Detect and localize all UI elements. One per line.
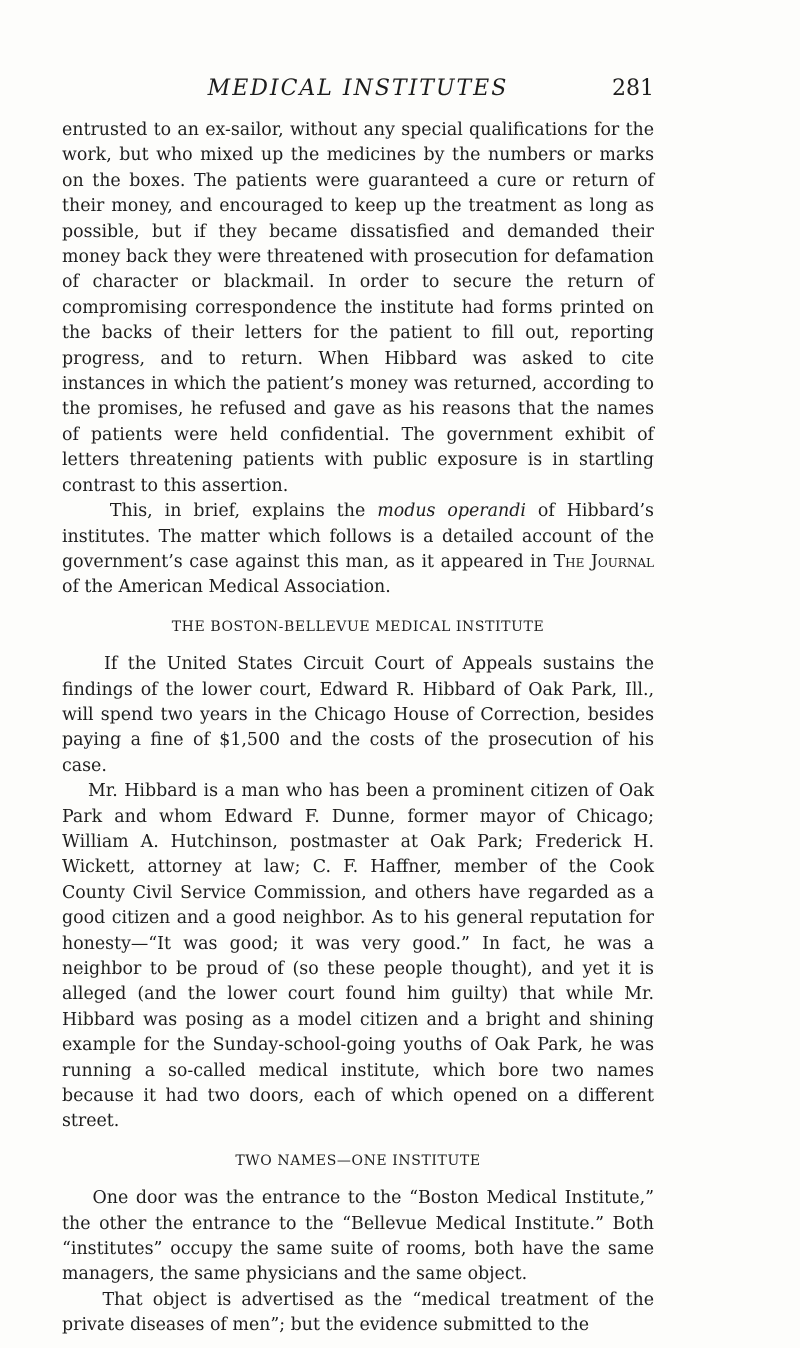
paragraph-2 xyxy=(62,499,654,601)
page-number: 281 xyxy=(612,76,654,101)
modus-operandi-italic: modus operandi xyxy=(377,501,526,522)
paragraph-4 xyxy=(62,779,654,1135)
page-header xyxy=(62,72,654,108)
journal-name: The Journal xyxy=(553,551,654,572)
paragraph-1: entrusted to an ex-sailor, without any special qualifications for the work, but who mixed up the medicines by the numbers or marks on the boxes. The patients were guaranteed a cure or return of their money, and encouraged to keep up the treatment as long as possible, but if they became dissatisfied and demanded their money back they were threatened with prosecution for defamation of character or blackmail. In order to secure the return of compromising correspondence the institute had forms printed on the backs of their letters for the patient to fill out, reporting progress, and to return. When Hibbard was asked to cite instances in which the patient’s money was returned, according to the promises, he refused and gave as his reasons that the names of patients were held confidential. The government exhibit of letters threatening patients with public exposure is in startling contrast to this assertion. xyxy=(62,120,654,496)
paragraph-2-middle: of Hibbard’s institutes. The matter which follows is a detailed account of the government’s case against this man, as it appeared in xyxy=(62,501,654,572)
paragraph-6-text: That object is advertised as the “medical treatment of the private diseases of men”; but the evidence submitted to the xyxy=(62,1289,654,1336)
paragraph-3 xyxy=(62,652,654,779)
paragraph-3-text: If the United States Circuit Court of Appeals sustains the findings of the lower court, Edward R. Hibbard of Oak Park, Ill., will spend two years in the Chicago House of Correction, besides paying a fine of $1,500 and the costs of the prosecution of his case. xyxy=(62,654,654,776)
paragraph-5 xyxy=(62,1186,654,1288)
paragraph-2-end: of the American Medical Association. xyxy=(62,577,391,598)
section-heading-two-names: TWO NAMES—ONE INSTITUTE xyxy=(235,1152,481,1169)
paragraph-5-text: One door was the entrance to the “Boston Medical Institute,” the other the entrance to the “Bellevue Medical Institute.” Both “institutes” occupy the same suite of rooms, both have the same managers, the same physicians and the same object. xyxy=(62,1188,654,1285)
paragraph-6 xyxy=(62,1288,654,1339)
paragraph-2-start: This, in brief, explains the xyxy=(109,501,378,522)
running-head: MEDICAL INSTITUTES xyxy=(207,76,509,101)
paragraph-4-text: Mr. Hibbard is a man who has been a prominent citizen of Oak Park and whom Edward F. Dunne, former mayor of Chicago; William A. Hutchinson, postmaster at Oak Park; Frederick H. Wickett, attorney at law; C. F. Haffner, member of the Cook County Civil Service Commission, and others have regarded as a good citizen and a good neighbor. As to his general reputation for honesty—“It was good; it was very good.” In fact, he was a neighbor to be proud of (so these people thought), and yet it is alleged (and the lower court found him guilty) that while Mr. Hibbard was posing as a model citizen and a bright and shining example for the Sunday-school-going youths of Oak Park, he was running a so-called medical institute, which bore two names because it had two doors, each of which opened on a different street. xyxy=(62,781,654,1132)
section-heading-boston-bellevue: THE BOSTON-BELLEVUE MEDICAL INSTITUTE xyxy=(171,618,545,635)
page-body xyxy=(62,118,654,1339)
